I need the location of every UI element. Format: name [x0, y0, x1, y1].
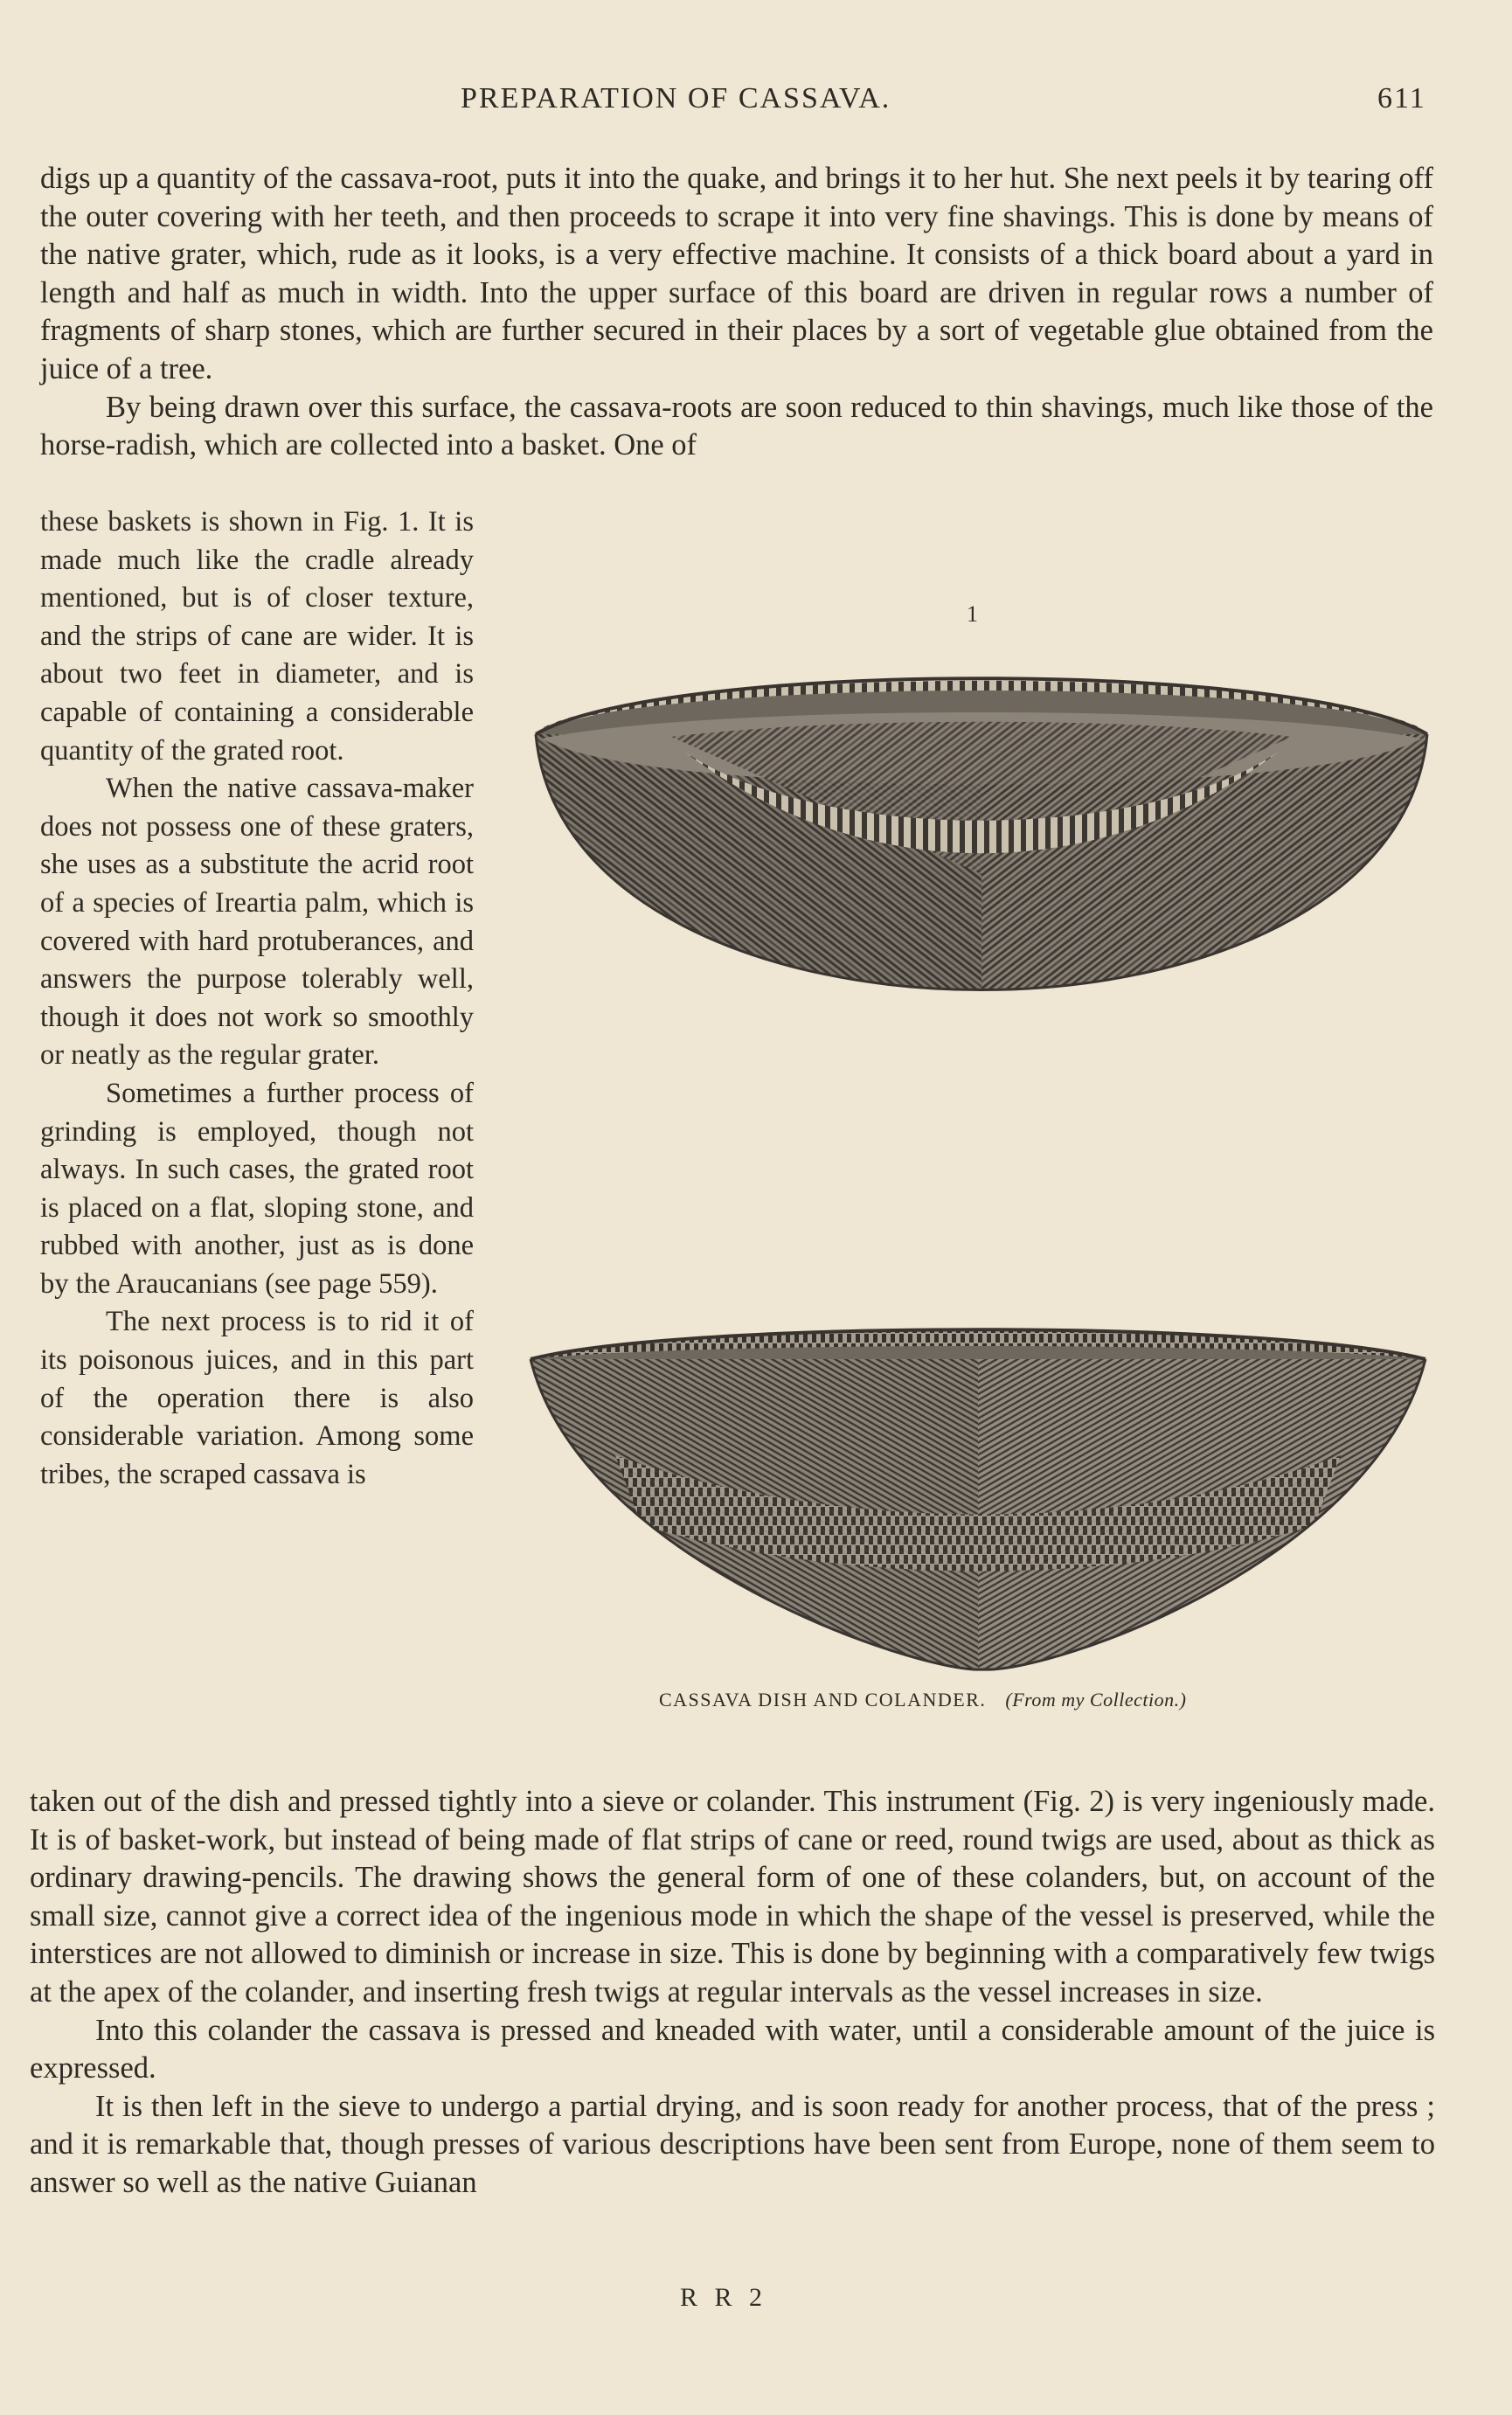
bottom-text-block — [30, 1783, 1435, 2203]
colander-illustration — [528, 1324, 1428, 1674]
paragraph-basket: these baskets is shown in Fig. 1. It is made much like the cradle already mentioned, but is of closer texture, and the strips of cane are wider. It is about two feet in diameter, and is capable of containing a considerable quantity of the grated root. — [40, 506, 474, 767]
running-head — [0, 82, 1512, 126]
figure-number: 1 — [967, 601, 978, 627]
running-title: PREPARATION OF CASSAVA. — [461, 82, 891, 115]
paragraph-kneading: Into this colander the cassava is pressed and kneaded with water, until a considerable amount of the juice is expressed. — [30, 2013, 1435, 2085]
paragraph-press: It is then left in the sieve to undergo a partial drying, and is soon ready for another process, that of the press ; and it is remarkable that, though presses of various descriptions have been sent from Europe, none of them seem to answer so well as the native Guianan — [30, 2089, 1435, 2199]
paragraph-colander: taken out of the dish and pressed tightly into a sieve or colander. This instrument (Fig. 2) is very ingeniously made. It is of basket-work, but instead of being made of flat strips of cane or reed, round twigs are used, about as thick as ordinary drawing-pencils. The drawing shows the general form of one of these colanders, but, on account of the small size, cannot give a correct idea of the ingenious mode in which the shape of the vessel is preserved, while the interstices are not allowed to diminish or increase in size. This is done by beginning with a comparatively few twigs at the apex of the colander, and inserting fresh twigs at regular intervals as the vessel increases in size. — [30, 1785, 1435, 2009]
page-number: 611 — [1377, 82, 1426, 115]
paragraph-grater: digs up a quantity of the cassava-root, puts it into the quake, and brings it to her hut. She next peels it by tearing off the outer covering with her teeth, and then proceeds to scrape it into very fine shavings. This is done by means of the native grater, which, rude as it looks, is a very effective machine. It consists of a thick board about a yard in length and half as much in width. Into the upper surface of this board are driven in regular rows a number of fragments of sharp stones, which are further secured in their places by a sort of vegetable glue obtained from the juice of a tree. — [40, 162, 1433, 385]
paragraph-shavings: By being drawn over this surface, the cassava-roots are soon reduced to thin shavings, much like those of the horse-radish, which are collected into a basket. One of — [40, 390, 1433, 462]
signature-mark: R R 2 — [680, 2283, 768, 2312]
paragraph-juices: The next process is to rid it of its poisonous juices, and in this part of the operation there is also considerable variation. Among some tribes, the scraped cassava is — [40, 1306, 474, 1490]
figure-caption — [659, 1689, 1186, 1711]
cassava-dish-illustration — [531, 625, 1432, 1158]
paragraph-palm-root: When the native cassava-maker does not possess one of these graters, she uses as a substitute the acrid root of a species of Ireartia palm, which is covered with hard protuberances, and answers the purpose tolerably well, though it does not work so smoothly or neatly as the regular grater. — [40, 773, 474, 1072]
caption-source: (From my Collection.) — [1005, 1689, 1187, 1711]
paragraph-grinding: Sometimes a further process of grinding is employed, though not always. In such cases, the grated root is placed on a flat, sloping stone, and rubbed with another, just as is done by the Araucanians (see page 559). — [40, 1077, 474, 1300]
left-column-text — [40, 503, 474, 1494]
top-text-block — [40, 160, 1433, 465]
caption-title: CASSAVA DISH AND COLANDER. — [659, 1689, 987, 1711]
